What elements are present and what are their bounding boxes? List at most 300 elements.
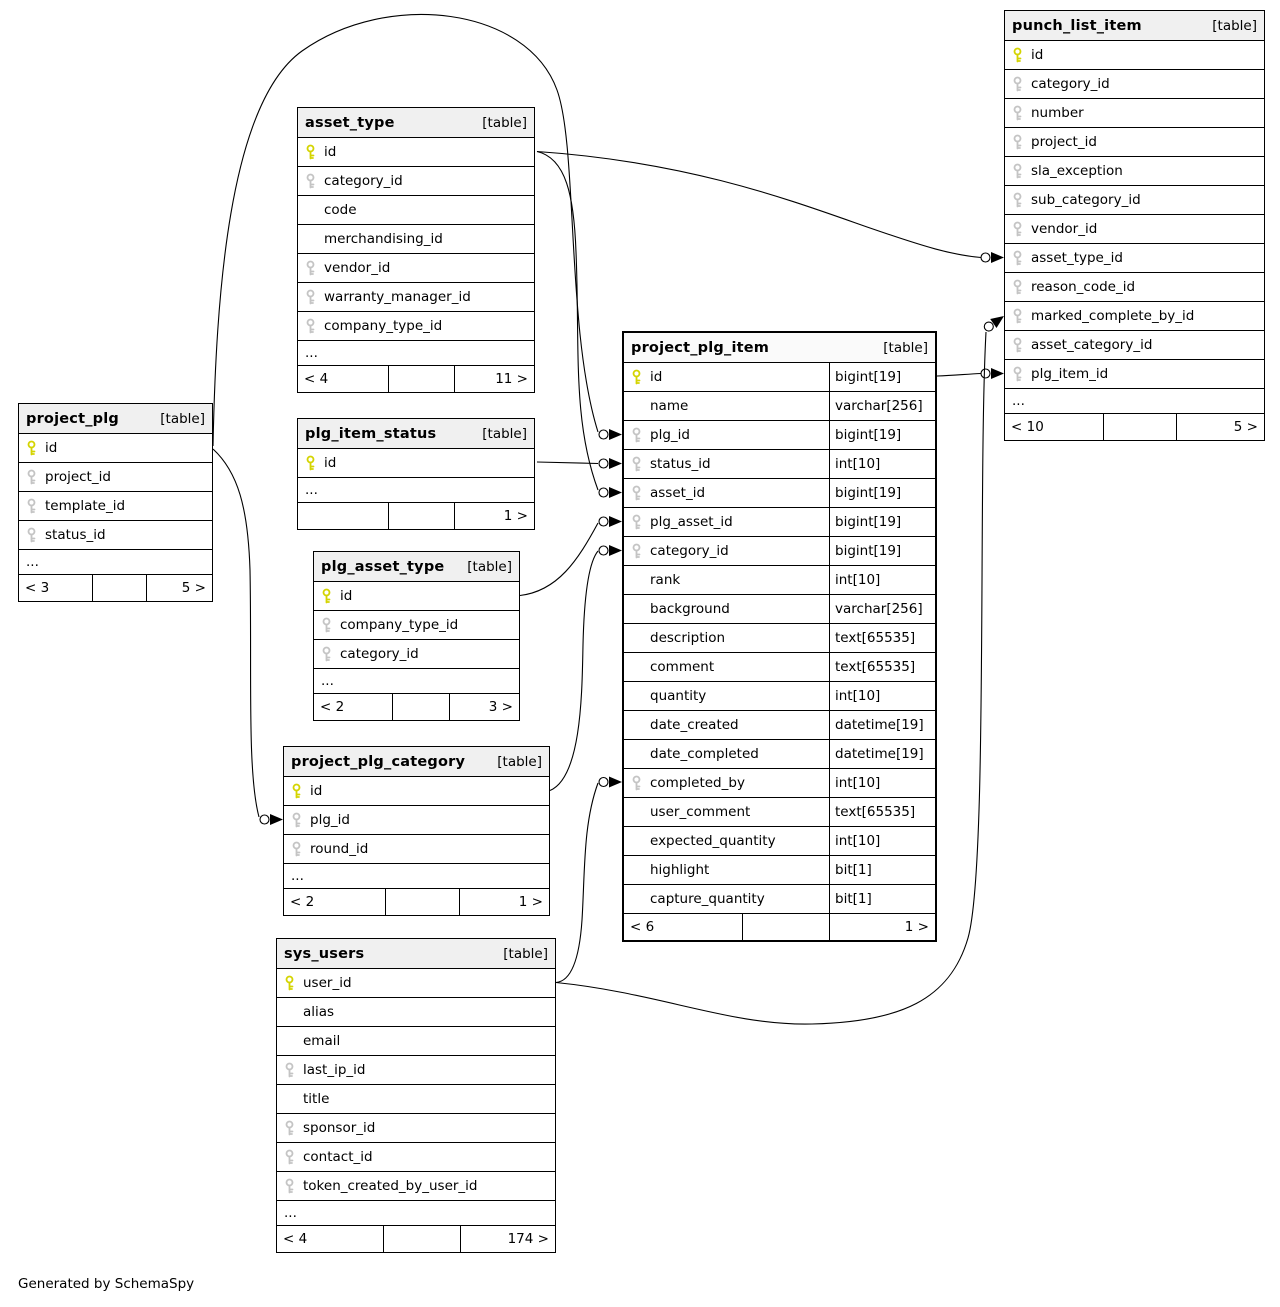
column-type: bit[1] bbox=[829, 856, 935, 884]
table-name[interactable]: plg_asset_type bbox=[321, 558, 445, 575]
column-row bbox=[624, 769, 935, 798]
table-punch_list_item bbox=[1004, 10, 1265, 441]
column-row bbox=[277, 1114, 555, 1143]
table-sys_users bbox=[276, 938, 556, 1253]
column-name: expected_quantity bbox=[650, 833, 776, 849]
footer-spacer-cell bbox=[383, 1226, 461, 1252]
foreign-key-icon bbox=[26, 498, 37, 514]
column-name: description bbox=[650, 630, 726, 646]
column-type: int[10] bbox=[829, 827, 935, 855]
column-type: text[65535] bbox=[829, 653, 935, 681]
column-name-cell bbox=[624, 363, 829, 391]
column-name: project_id bbox=[45, 469, 111, 485]
column-name: merchandising_id bbox=[324, 231, 443, 247]
foreign-key-icon bbox=[631, 456, 642, 472]
column-row bbox=[284, 777, 549, 806]
table-name[interactable]: project_plg_item bbox=[631, 339, 770, 356]
column-name: name bbox=[650, 398, 689, 414]
table-type-tag: [table] bbox=[482, 114, 527, 131]
column-name: rank bbox=[650, 572, 681, 588]
column-name: plg_id bbox=[310, 812, 350, 828]
foreign-key-icon bbox=[305, 318, 316, 334]
column-name: plg_id bbox=[650, 427, 690, 443]
column-name-cell bbox=[624, 740, 829, 768]
footer-spacer-cell bbox=[92, 575, 146, 601]
column-row bbox=[1005, 244, 1264, 273]
foreign-key-icon bbox=[631, 543, 642, 559]
foreign-key-icon bbox=[1012, 105, 1023, 121]
column-row bbox=[19, 463, 212, 492]
foreign-key-icon bbox=[1012, 192, 1023, 208]
fk-nullable-circle bbox=[599, 459, 608, 468]
relationship-edge bbox=[520, 523, 598, 596]
column-name-cell bbox=[624, 856, 829, 884]
column-name: asset_id bbox=[650, 485, 706, 501]
footer-parents-count: < 4 bbox=[304, 371, 329, 387]
column-type: bigint[19] bbox=[829, 479, 935, 507]
foreign-key-icon bbox=[631, 514, 642, 530]
column-name-cell bbox=[1005, 157, 1264, 185]
primary-key-icon bbox=[26, 440, 37, 456]
column-type: datetime[19] bbox=[829, 711, 935, 739]
table-name[interactable]: asset_type bbox=[305, 114, 395, 131]
column-name-cell bbox=[624, 653, 829, 681]
column-name-cell bbox=[298, 254, 534, 282]
fk-nullable-circle bbox=[599, 546, 608, 555]
column-name: date_completed bbox=[650, 746, 759, 762]
column-row bbox=[298, 312, 534, 341]
footer-children-count: 3 > bbox=[449, 694, 519, 720]
column-name: email bbox=[303, 1033, 341, 1049]
table-name[interactable]: sys_users bbox=[284, 945, 365, 962]
table-type-tag: [table] bbox=[482, 425, 527, 442]
column-row bbox=[1005, 70, 1264, 99]
more-columns-ellipsis: ... bbox=[19, 550, 212, 575]
column-row bbox=[624, 624, 935, 653]
column-name-cell bbox=[1005, 41, 1264, 69]
column-row bbox=[298, 283, 534, 312]
fk-nullable-circle bbox=[981, 253, 990, 262]
column-name: id bbox=[324, 455, 337, 471]
column-name: status_id bbox=[650, 456, 711, 472]
table-project_plg_item bbox=[622, 331, 937, 942]
fk-arrowhead bbox=[609, 429, 622, 440]
foreign-key-icon bbox=[1012, 163, 1023, 179]
footer-children-count: 5 > bbox=[1176, 414, 1264, 440]
column-name-cell bbox=[624, 479, 829, 507]
column-name-cell bbox=[298, 449, 534, 477]
column-name-cell bbox=[624, 682, 829, 710]
column-name-cell bbox=[624, 421, 829, 449]
column-name-cell bbox=[1005, 273, 1264, 301]
fk-nullable-circle bbox=[981, 369, 990, 378]
column-name: date_created bbox=[650, 717, 739, 733]
column-row bbox=[284, 806, 549, 835]
column-name-cell bbox=[1005, 128, 1264, 156]
column-name-cell bbox=[1005, 70, 1264, 98]
relationship-edge bbox=[550, 551, 598, 791]
foreign-key-icon bbox=[1012, 366, 1023, 382]
column-name-cell bbox=[624, 798, 829, 826]
generated-by-note: Generated by SchemaSpy bbox=[18, 1276, 195, 1292]
column-row bbox=[624, 479, 935, 508]
footer-spacer-cell bbox=[388, 366, 454, 392]
column-name-cell bbox=[277, 1056, 555, 1084]
column-name: id bbox=[310, 783, 323, 799]
column-row bbox=[1005, 41, 1264, 70]
table-footer bbox=[314, 694, 519, 720]
column-row bbox=[624, 392, 935, 421]
column-name-cell bbox=[1005, 244, 1264, 272]
column-type: bit[1] bbox=[829, 885, 935, 913]
foreign-key-icon bbox=[305, 173, 316, 189]
table-project_plg bbox=[18, 403, 213, 602]
foreign-key-icon bbox=[631, 775, 642, 791]
foreign-key-icon bbox=[1012, 337, 1023, 353]
column-type: bigint[19] bbox=[829, 363, 935, 391]
fk-arrowhead bbox=[270, 814, 283, 825]
table-plg_asset_type bbox=[313, 551, 520, 721]
primary-key-icon bbox=[631, 369, 642, 385]
column-name: template_id bbox=[45, 498, 126, 514]
column-name-cell bbox=[624, 537, 829, 565]
table-asset_type bbox=[297, 107, 535, 393]
column-row bbox=[277, 998, 555, 1027]
column-name-cell bbox=[277, 1027, 555, 1055]
column-name-cell bbox=[277, 1172, 555, 1200]
primary-key-icon bbox=[291, 783, 302, 799]
fk-nullable-circle bbox=[260, 815, 269, 824]
foreign-key-icon bbox=[1012, 250, 1023, 266]
column-name-cell bbox=[624, 711, 829, 739]
table-footer bbox=[277, 1226, 555, 1252]
column-name-cell bbox=[284, 835, 549, 863]
column-row bbox=[624, 363, 935, 392]
foreign-key-icon bbox=[284, 1062, 295, 1078]
footer-spacer-cell bbox=[388, 503, 454, 529]
foreign-key-icon bbox=[1012, 134, 1023, 150]
footer-parents-count: < 6 bbox=[630, 919, 655, 935]
column-row bbox=[277, 969, 555, 998]
footer-children-count: 174 > bbox=[460, 1226, 555, 1252]
foreign-key-icon bbox=[631, 485, 642, 501]
table-name[interactable]: project_plg bbox=[26, 410, 120, 427]
fk-arrowhead bbox=[991, 368, 1004, 379]
fk-arrowhead bbox=[609, 545, 622, 556]
column-name: background bbox=[650, 601, 730, 617]
column-type: varchar[256] bbox=[829, 595, 935, 623]
table-name[interactable]: project_plg_category bbox=[291, 753, 466, 770]
table-footer bbox=[19, 575, 212, 601]
column-name: user_comment bbox=[650, 804, 751, 820]
column-name-cell bbox=[624, 769, 829, 797]
column-name-cell bbox=[1005, 99, 1264, 127]
column-row bbox=[1005, 331, 1264, 360]
column-name: number bbox=[1031, 105, 1084, 121]
fk-arrowhead bbox=[609, 487, 622, 498]
column-row bbox=[19, 492, 212, 521]
column-row bbox=[314, 582, 519, 611]
column-type: datetime[19] bbox=[829, 740, 935, 768]
column-row bbox=[624, 653, 935, 682]
column-name: company_type_id bbox=[324, 318, 443, 334]
column-name-cell bbox=[284, 806, 549, 834]
fk-arrowhead bbox=[991, 252, 1004, 263]
column-name-cell bbox=[298, 312, 534, 340]
column-name: capture_quantity bbox=[650, 891, 765, 907]
column-row bbox=[298, 138, 534, 167]
table-type-tag: [table] bbox=[160, 410, 205, 427]
column-name: asset_category_id bbox=[1031, 337, 1153, 353]
more-columns-ellipsis: ... bbox=[314, 669, 519, 694]
fk-nullable-circle bbox=[599, 488, 608, 497]
column-row bbox=[277, 1085, 555, 1114]
column-name: id bbox=[650, 369, 663, 385]
column-type: bigint[19] bbox=[829, 508, 935, 536]
column-name: contact_id bbox=[303, 1149, 373, 1165]
column-row bbox=[1005, 128, 1264, 157]
column-name: quantity bbox=[650, 688, 707, 704]
table-header bbox=[298, 108, 534, 138]
column-name: id bbox=[340, 588, 353, 604]
column-name: plg_asset_id bbox=[650, 514, 733, 530]
column-name: sla_exception bbox=[1031, 163, 1123, 179]
column-row bbox=[624, 537, 935, 566]
column-type: int[10] bbox=[829, 682, 935, 710]
foreign-key-icon bbox=[321, 617, 332, 633]
column-name: id bbox=[45, 440, 58, 456]
column-type: bigint[19] bbox=[829, 537, 935, 565]
column-type: bigint[19] bbox=[829, 421, 935, 449]
column-name: vendor_id bbox=[324, 260, 391, 276]
primary-key-icon bbox=[305, 144, 316, 160]
column-name: title bbox=[303, 1091, 330, 1107]
column-name-cell bbox=[298, 283, 534, 311]
column-name: vendor_id bbox=[1031, 221, 1098, 237]
column-row bbox=[314, 611, 519, 640]
column-name-cell bbox=[624, 392, 829, 420]
column-name-cell bbox=[1005, 215, 1264, 243]
table-header bbox=[1005, 11, 1264, 41]
footer-parents-count: < 4 bbox=[283, 1231, 308, 1247]
column-row bbox=[624, 508, 935, 537]
column-name: user_id bbox=[303, 975, 352, 991]
foreign-key-icon bbox=[284, 1120, 295, 1136]
column-row bbox=[624, 566, 935, 595]
footer-children-count: 11 > bbox=[454, 366, 534, 392]
foreign-key-icon bbox=[284, 1149, 295, 1165]
column-name: id bbox=[1031, 47, 1044, 63]
column-name-cell bbox=[277, 1085, 555, 1113]
more-columns-ellipsis: ... bbox=[298, 341, 534, 366]
column-row bbox=[624, 856, 935, 885]
column-name-cell bbox=[19, 492, 212, 520]
column-name-cell bbox=[1005, 302, 1264, 330]
foreign-key-icon bbox=[1012, 308, 1023, 324]
column-name: alias bbox=[303, 1004, 335, 1020]
footer-children-count: 1 > bbox=[459, 889, 549, 915]
more-columns-ellipsis: ... bbox=[277, 1201, 555, 1226]
column-row bbox=[624, 595, 935, 624]
more-columns-ellipsis: ... bbox=[284, 864, 549, 889]
column-name: project_id bbox=[1031, 134, 1097, 150]
fk-arrowhead bbox=[609, 777, 622, 788]
column-name-cell bbox=[314, 582, 519, 610]
relationship-edge bbox=[937, 374, 981, 377]
column-name: warranty_manager_id bbox=[324, 289, 471, 305]
column-name: status_id bbox=[45, 527, 106, 543]
relationship-edge bbox=[537, 152, 981, 258]
table-type-tag: [table] bbox=[883, 339, 928, 356]
column-type: int[10] bbox=[829, 450, 935, 478]
table-name[interactable]: plg_item_status bbox=[305, 425, 437, 442]
column-row bbox=[298, 167, 534, 196]
column-name-cell bbox=[298, 196, 534, 224]
primary-key-icon bbox=[284, 975, 295, 991]
column-type: int[10] bbox=[829, 566, 935, 594]
column-row bbox=[624, 827, 935, 856]
column-name-cell bbox=[314, 611, 519, 639]
foreign-key-icon bbox=[305, 289, 316, 305]
fk-arrowhead bbox=[990, 316, 1004, 328]
table-footer bbox=[284, 889, 549, 915]
column-name-cell bbox=[277, 969, 555, 997]
column-row bbox=[277, 1143, 555, 1172]
foreign-key-icon bbox=[631, 427, 642, 443]
column-name-cell bbox=[624, 827, 829, 855]
column-name: marked_complete_by_id bbox=[1031, 308, 1195, 324]
column-name: round_id bbox=[310, 841, 369, 857]
column-row bbox=[1005, 99, 1264, 128]
column-name-cell bbox=[284, 777, 549, 805]
column-row bbox=[1005, 302, 1264, 331]
footer-parents-count bbox=[298, 503, 388, 529]
relationship-edge bbox=[537, 462, 598, 464]
column-name-cell bbox=[624, 450, 829, 478]
column-row bbox=[298, 449, 534, 478]
table-type-tag: [table] bbox=[497, 753, 542, 770]
column-name-cell bbox=[624, 508, 829, 536]
column-name: reason_code_id bbox=[1031, 279, 1136, 295]
column-name: company_type_id bbox=[340, 617, 459, 633]
foreign-key-icon bbox=[26, 469, 37, 485]
relationship-edge bbox=[537, 152, 598, 491]
column-type: text[65535] bbox=[829, 798, 935, 826]
column-row bbox=[298, 196, 534, 225]
foreign-key-icon bbox=[284, 1178, 295, 1194]
column-name-cell bbox=[314, 640, 519, 668]
column-name-cell bbox=[1005, 186, 1264, 214]
primary-key-icon bbox=[1012, 47, 1023, 63]
column-name-cell bbox=[277, 1143, 555, 1171]
more-columns-ellipsis: ... bbox=[298, 478, 534, 503]
fk-nullable-circle bbox=[599, 430, 608, 439]
column-row bbox=[624, 450, 935, 479]
column-name: category_id bbox=[1031, 76, 1110, 92]
column-row bbox=[624, 885, 935, 914]
foreign-key-icon bbox=[291, 812, 302, 828]
column-name: plg_item_id bbox=[1031, 366, 1109, 382]
foreign-key-icon bbox=[1012, 76, 1023, 92]
table-project_plg_category bbox=[283, 746, 550, 916]
column-row bbox=[624, 421, 935, 450]
fk-nullable-circle bbox=[984, 322, 993, 331]
column-name-cell bbox=[1005, 360, 1264, 388]
column-name: category_id bbox=[650, 543, 729, 559]
footer-spacer-cell bbox=[1103, 414, 1176, 440]
table-name[interactable]: punch_list_item bbox=[1012, 17, 1142, 34]
column-name: highlight bbox=[650, 862, 710, 878]
table-header bbox=[277, 939, 555, 969]
table-footer bbox=[298, 503, 534, 529]
column-row bbox=[277, 1056, 555, 1085]
table-header bbox=[298, 419, 534, 449]
column-name-cell bbox=[624, 566, 829, 594]
column-name-cell bbox=[624, 624, 829, 652]
foreign-key-icon bbox=[305, 260, 316, 276]
column-row bbox=[298, 225, 534, 254]
foreign-key-icon bbox=[291, 841, 302, 857]
column-name-cell bbox=[277, 1114, 555, 1142]
column-name: category_id bbox=[324, 173, 403, 189]
table-header bbox=[624, 333, 935, 363]
fk-nullable-circle bbox=[599, 517, 608, 526]
column-name-cell bbox=[624, 885, 829, 913]
column-row bbox=[624, 682, 935, 711]
column-name-cell bbox=[298, 138, 534, 166]
footer-spacer-cell bbox=[742, 914, 829, 940]
column-name-cell bbox=[19, 521, 212, 549]
column-name: category_id bbox=[340, 646, 419, 662]
column-row bbox=[314, 640, 519, 669]
primary-key-icon bbox=[321, 588, 332, 604]
column-row bbox=[277, 1027, 555, 1056]
footer-children-count: 1 > bbox=[454, 503, 534, 529]
relationship-edge bbox=[556, 783, 598, 983]
column-name: last_ip_id bbox=[303, 1062, 366, 1078]
column-name: id bbox=[324, 144, 337, 160]
table-footer bbox=[298, 366, 534, 392]
relationship-edge bbox=[213, 449, 259, 817]
column-row bbox=[1005, 360, 1264, 389]
column-type: varchar[256] bbox=[829, 392, 935, 420]
column-row bbox=[624, 740, 935, 769]
more-columns-ellipsis: ... bbox=[1005, 389, 1264, 414]
column-row bbox=[1005, 273, 1264, 302]
footer-parents-count: < 10 bbox=[1011, 419, 1044, 435]
footer-children-count: 1 > bbox=[829, 914, 935, 940]
column-row bbox=[284, 835, 549, 864]
foreign-key-icon bbox=[321, 646, 332, 662]
column-name: token_created_by_user_id bbox=[303, 1178, 478, 1194]
foreign-key-icon bbox=[1012, 279, 1023, 295]
column-name-cell bbox=[19, 463, 212, 491]
column-type: text[65535] bbox=[829, 624, 935, 652]
column-row bbox=[19, 521, 212, 550]
column-name: code bbox=[324, 202, 357, 218]
column-row bbox=[19, 434, 212, 463]
column-row bbox=[624, 798, 935, 827]
column-name: completed_by bbox=[650, 775, 745, 791]
primary-key-icon bbox=[305, 455, 316, 471]
table-type-tag: [table] bbox=[503, 945, 548, 962]
column-row bbox=[1005, 186, 1264, 215]
table-footer bbox=[624, 914, 935, 940]
column-name: asset_type_id bbox=[1031, 250, 1123, 266]
column-name-cell bbox=[19, 434, 212, 462]
column-row bbox=[624, 711, 935, 740]
column-row bbox=[1005, 157, 1264, 186]
